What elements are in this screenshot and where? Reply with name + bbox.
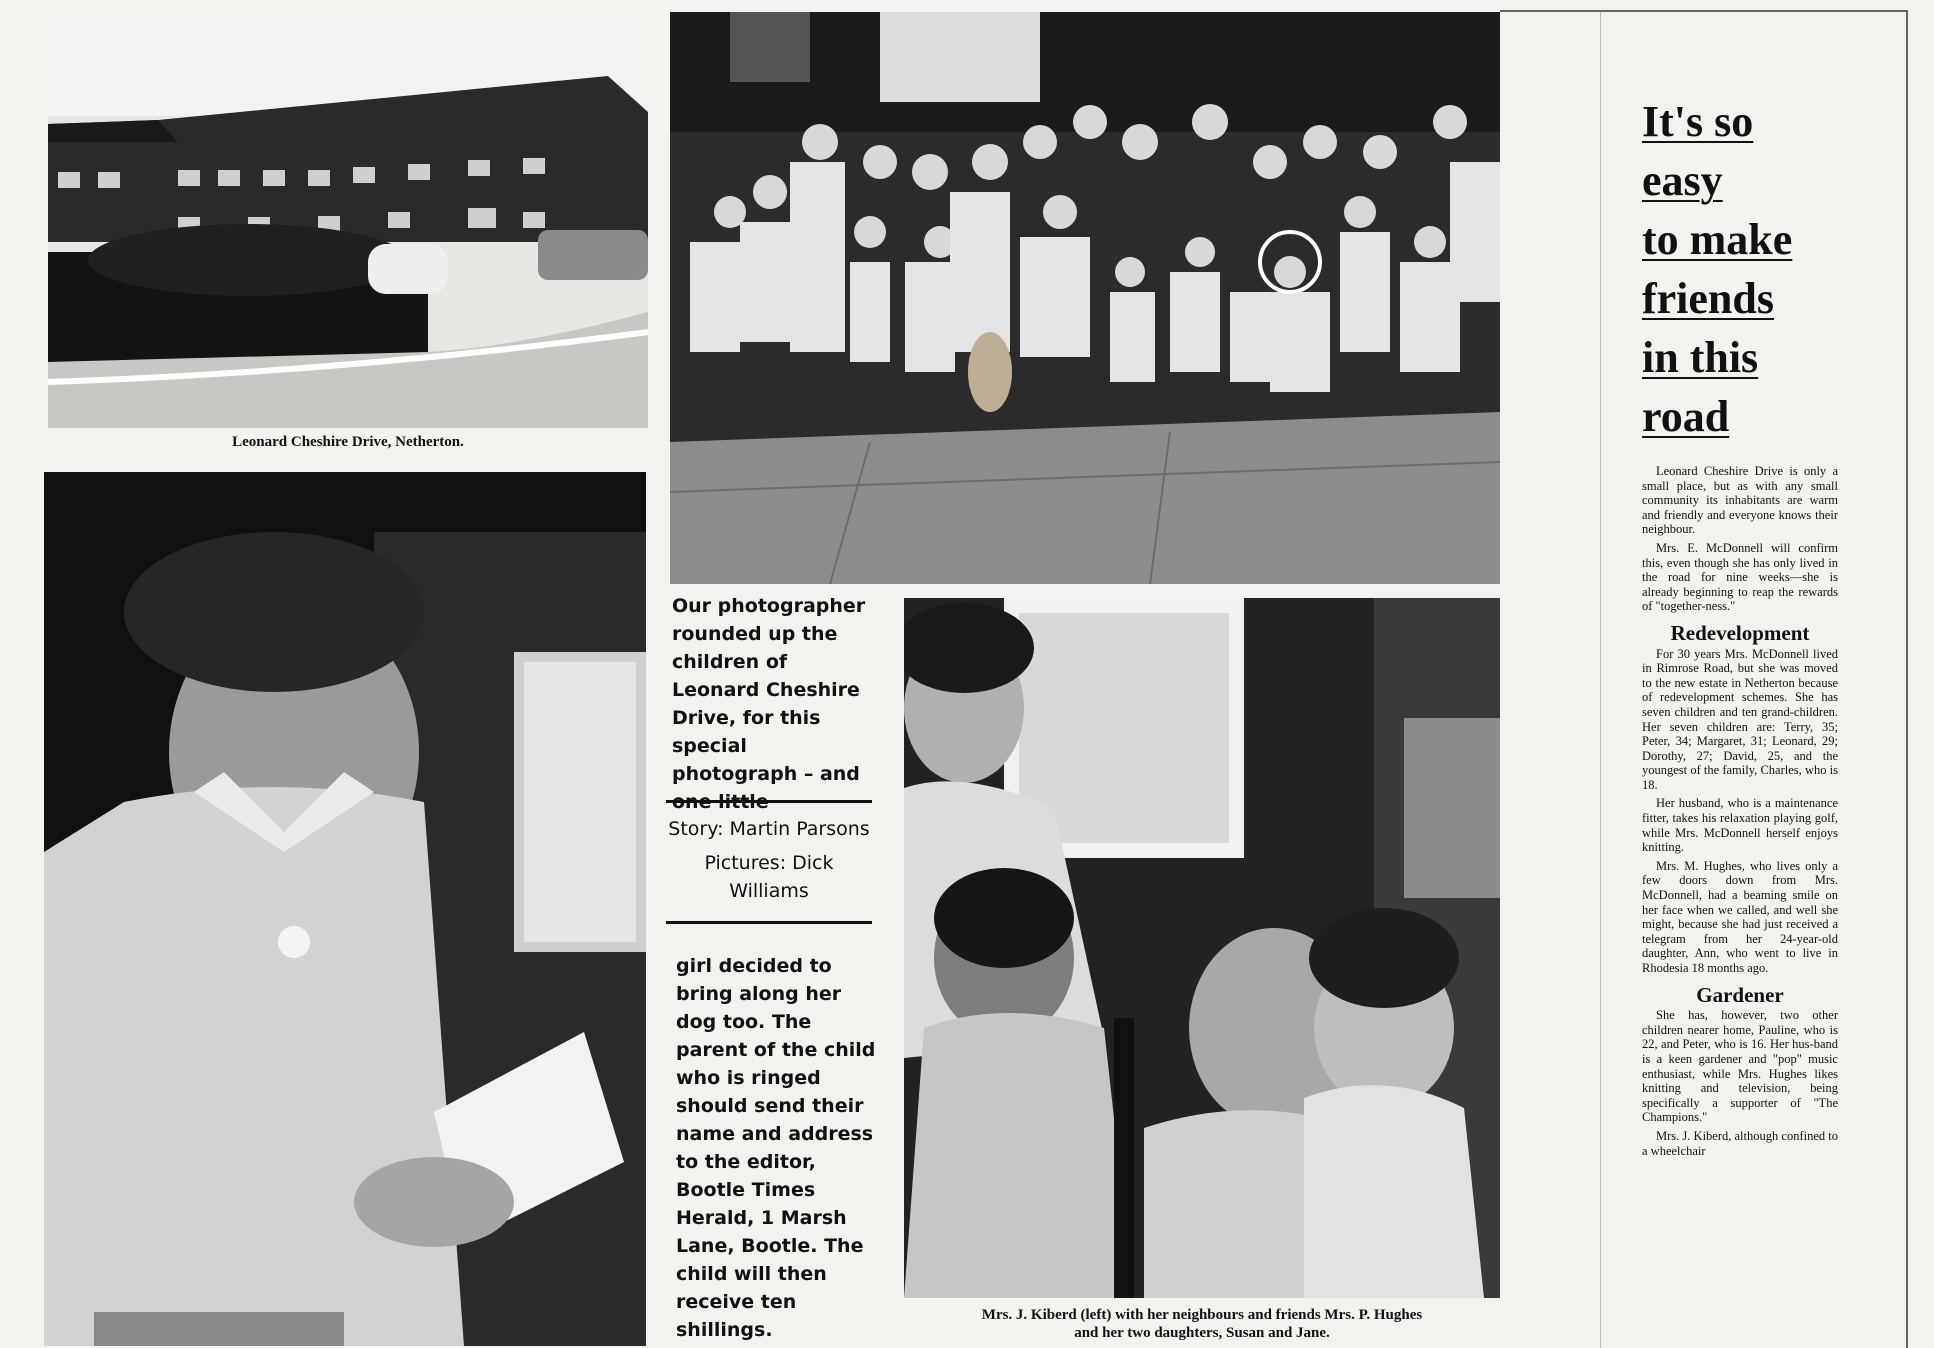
headline-line: in this xyxy=(1642,333,1759,382)
article-paragraph: Leonard Cheshire Drive is only a small place, but as with any small community its inhabitants are warm and friendly and everyone knows their neighbour. xyxy=(1642,464,1838,537)
headline-line: road xyxy=(1642,392,1730,441)
page-edge-top xyxy=(1500,10,1908,12)
photo-intro-continued: girl decided to bring along her dog too. The parent of the child who is ringed should send their name and address to the editor, Bootle Times Herald, 1 Marsh Lane, Bootle. The child will then receive ten shillings. xyxy=(676,955,876,1341)
headline-line: to make xyxy=(1642,215,1793,264)
headline-line: It's so xyxy=(1642,97,1754,146)
neighbours-caption-line-2: and her two daughters, Susan and Jane. xyxy=(1074,1325,1330,1341)
subheading-redevelopment: Redevelopment xyxy=(1670,620,1810,645)
column-rule xyxy=(1600,12,1601,1348)
pictures-credit: Pictures: Dick Williams xyxy=(704,852,834,902)
article-body xyxy=(1642,464,1838,1158)
article-paragraph: Mrs. E. McDonnell will confirm this, even though she has only lived in the road for nine weeks—she is already beginning to reap the rewards of "together-ness." xyxy=(1642,540,1838,614)
photo-intro-text: Our photographer rounded up the children of Leonard Cheshire Drive, for this special photograph – and one little xyxy=(672,595,866,813)
headline-line: friends xyxy=(1642,274,1774,323)
street-photo-caption: Leonard Cheshire Drive, Netherton. xyxy=(232,434,464,450)
neighbours-photo xyxy=(904,598,1500,1298)
article-paragraph: For 30 years Mrs. McDonnell lived in Rimrose Road, but she was moved to the new estate in Netherton because of redevelopment schemes. She has seven children and ten grand-children. Her seven children are: Terry, 35; Peter, 34; Margaret, 31; Leonard, 29; Dorothy, 27; David, 25, and the youngest of the family, Charles, who is 18. xyxy=(1642,646,1838,792)
article-column xyxy=(1642,92,1838,1162)
neighbours-caption-line-1: Mrs. J. Kiberd (left) with her neighbours and friends Mrs. P. Hughes xyxy=(981,1307,1423,1323)
article-paragraph: She has, however, two other children nearer home, Pauline, who is 22, and Peter, who is 16. Her hus-band is a keen gardener and "pop" music enthusiast, while Mrs. Hughes likes knitting and television, being specifically a supporter of "The Champions." xyxy=(1642,1008,1838,1125)
street-photo xyxy=(48,12,648,428)
article-paragraph: Mrs. M. Hughes, who lives only a few doors down from Mrs. McDonnell, had a beaming smile on her face when we called, and well she might, because she had just received a telegram from her 24-year-old daughter, Ann, who went to live in Rhodesia 18 months ago. xyxy=(1642,858,1838,975)
headline xyxy=(1642,92,1838,446)
woman-with-telegram-photo xyxy=(44,472,646,1346)
credits-box xyxy=(666,800,872,924)
article-paragraph: Mrs. J. Kiberd, although confined to a wheelchair xyxy=(1642,1128,1838,1158)
article-paragraph: Her husband, who is a maintenance fitter, takes his relaxation playing golf, while Mrs. McDonnell herself enjoys knitting. xyxy=(1642,796,1838,855)
story-credit: Story: Martin Parsons xyxy=(668,818,870,840)
headline-line: easy xyxy=(1642,156,1723,205)
page-edge-right xyxy=(1906,10,1908,1348)
neighbours-photo-caption xyxy=(904,1306,1500,1342)
children-group-photo xyxy=(670,12,1500,584)
subheading-gardener: Gardener xyxy=(1696,982,1784,1007)
